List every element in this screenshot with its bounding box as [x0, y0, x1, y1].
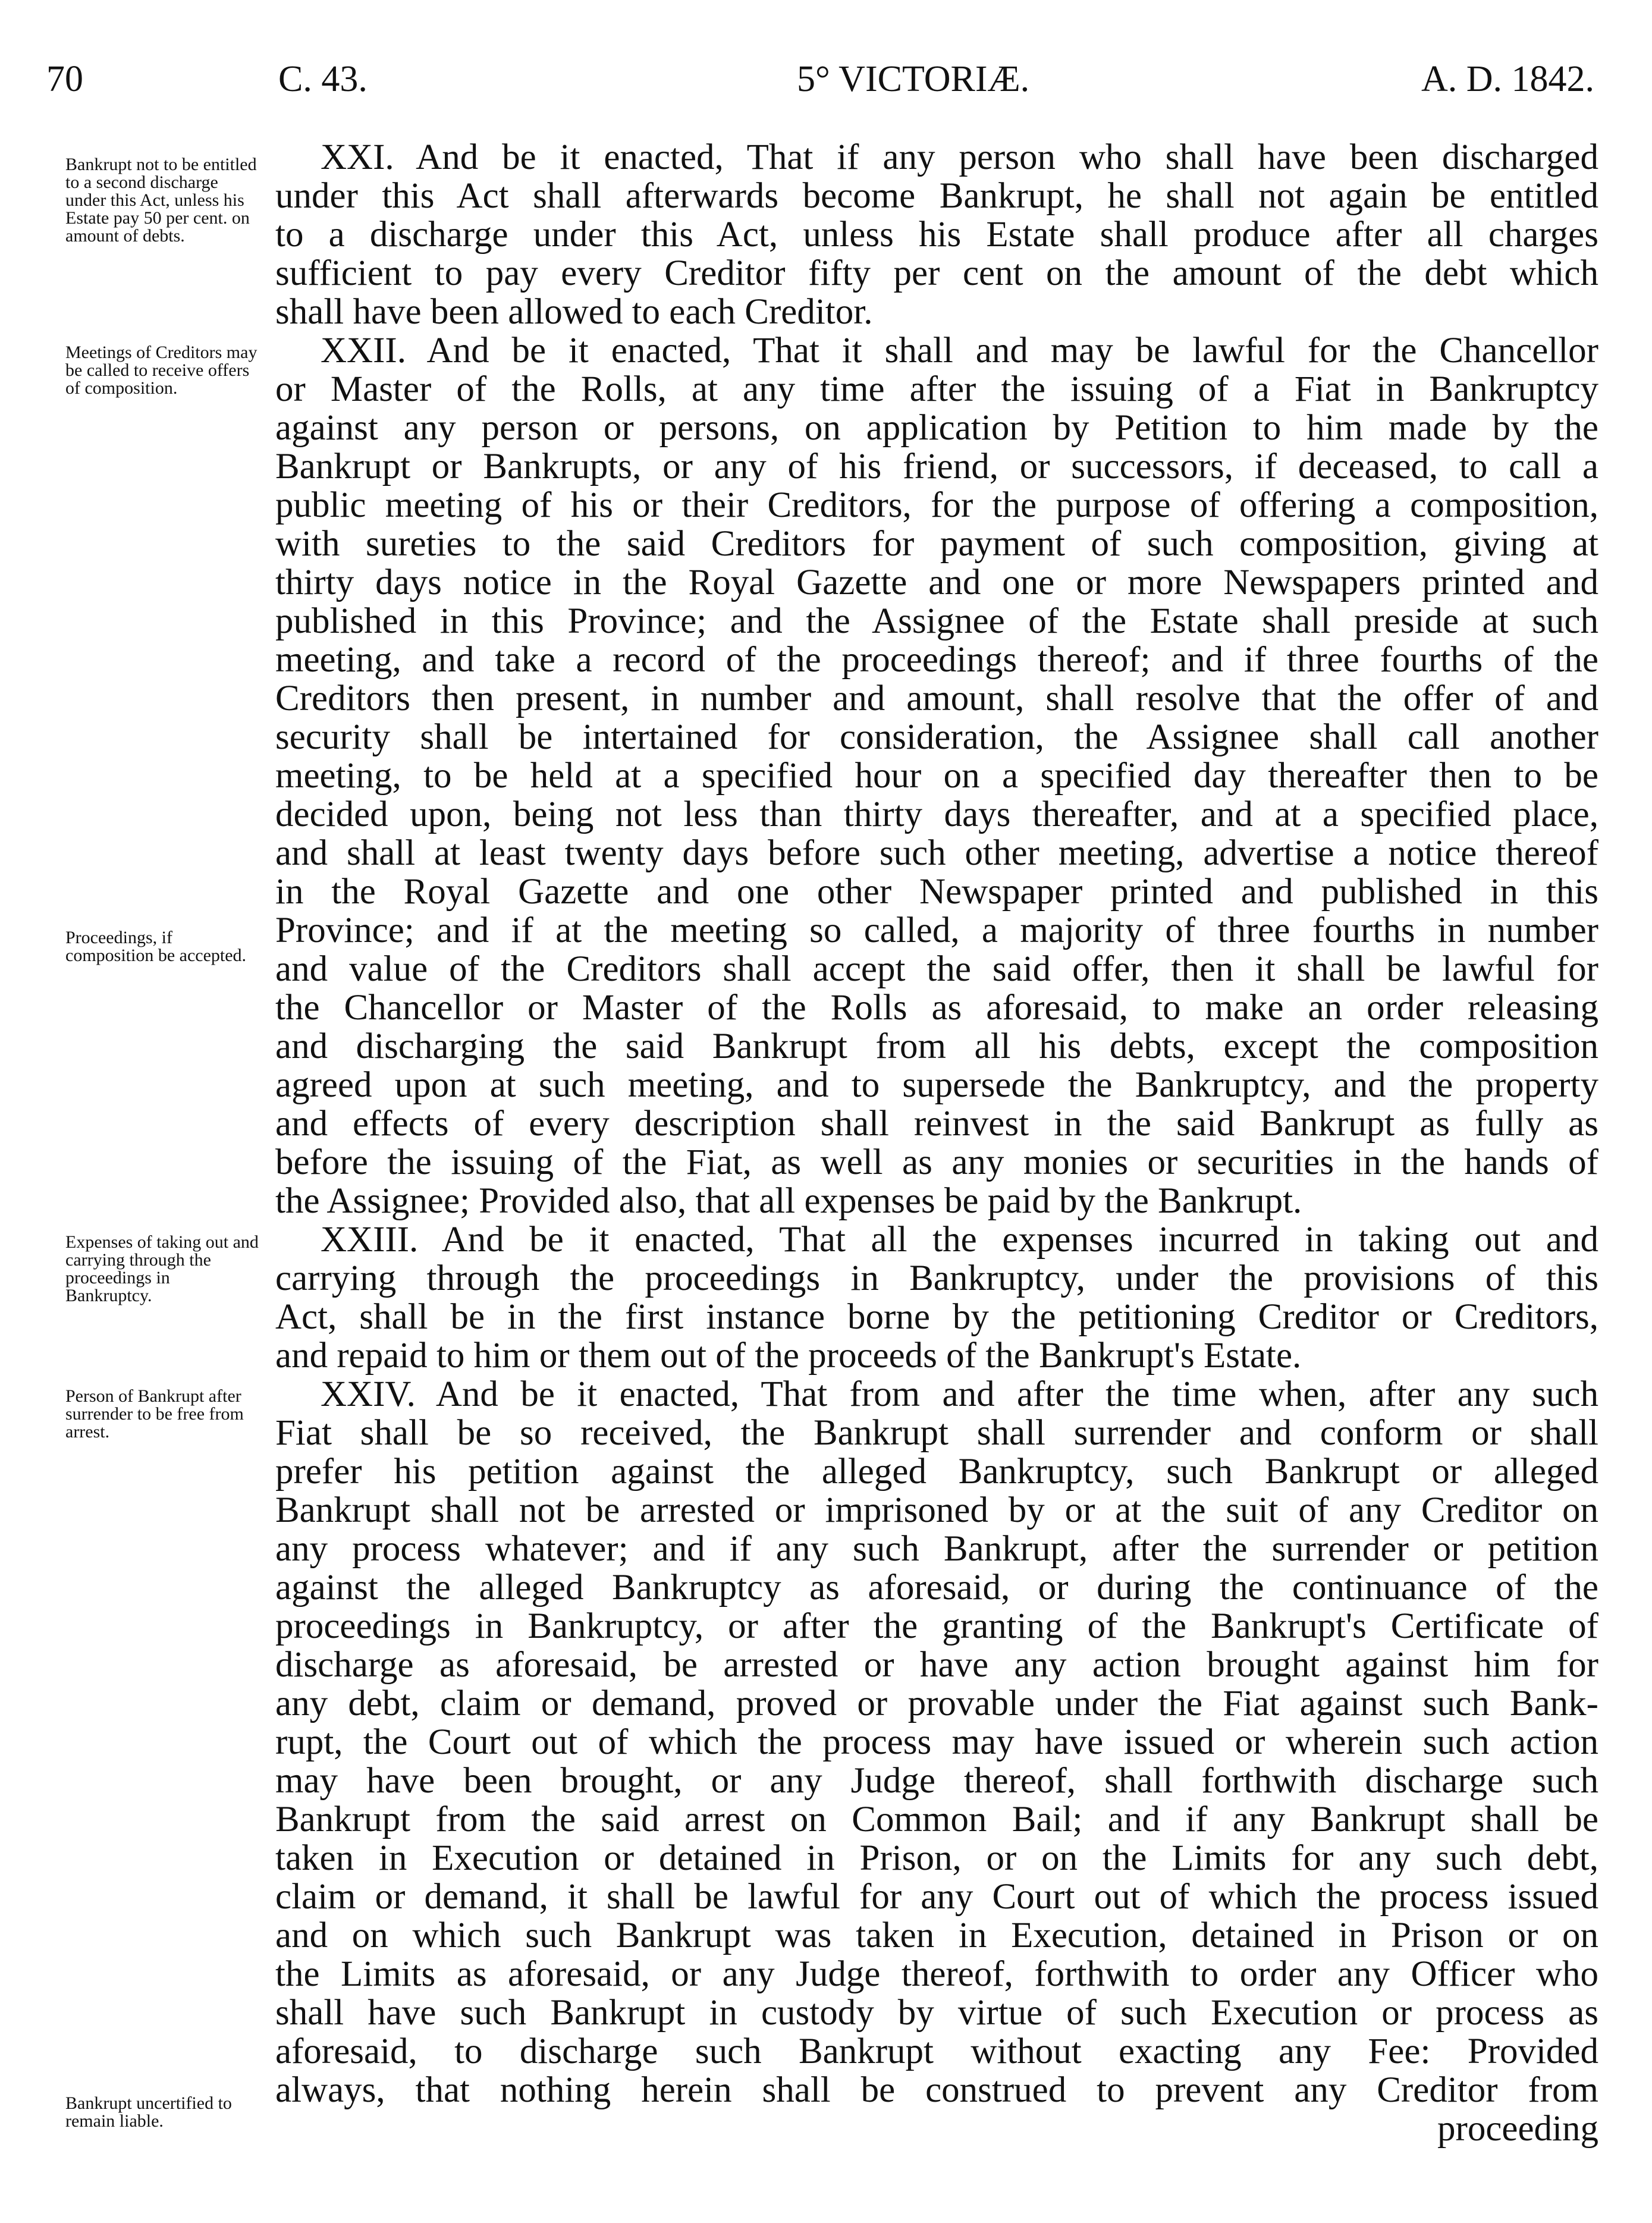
body-line: the Assignee; Provided also, that all expenses be paid by the Bankrupt. [275, 1181, 1302, 1221]
body-line: and shall at least twenty days before such other meeting, advertise a notice thereof [275, 833, 1598, 873]
body-line: or Master of the Rolls, at any time after the issuing of a Fiat in Bankruptcy [275, 369, 1598, 409]
body-line: may have been brought, or any Judge thereof, shall forthwith discharge such [275, 1761, 1598, 1801]
body-line: rupt, the Court out of which the process may have issued or wherein such action [275, 1722, 1598, 1762]
body-line: agreed upon at such meeting, and to supersede the Bankruptcy, and the property [275, 1065, 1598, 1105]
marginal-note-meetings-composition: Meetings of Creditors may be called to receive offers of composition. [65, 343, 257, 398]
body-line: always, that nothing herein shall be construed to prevent any Creditor from [275, 2070, 1598, 2110]
body-line: Fiat shall be so received, the Bankrupt shall surrender and conform or shall [275, 1413, 1598, 1453]
body-line: discharge as aforesaid, be arrested or have any action brought against him for [275, 1645, 1598, 1685]
body-line: Bankrupt shall not be arrested or imprisoned by or at the suit of any Creditor on [275, 1490, 1598, 1530]
body-line: and repaid to him or them out of the proceeds of the Bankrupt's Estate. [275, 1336, 1302, 1376]
body-line: and effects of every description shall reinvest in the said Bankrupt as fully as [275, 1104, 1598, 1144]
body-line: security shall be intertained for consideration, the Assignee shall call another [275, 717, 1598, 757]
body-line: Province; and if at the meeting so called, a majority of three fourths in number [275, 910, 1598, 950]
body-line: XXII. And be it enacted, That it shall and may be lawful for the Chancellor [321, 331, 1598, 370]
body-line: Creditors then present, in number and amount, shall resolve that the offer of and [275, 679, 1598, 718]
body-line: sufficient to pay every Creditor fifty per cent on the amount of the debt which [275, 253, 1598, 293]
body-line: the Limits as aforesaid, or any Judge thereof, forthwith to order any Officer who [275, 1954, 1598, 1994]
marginal-note-expenses: Expenses of taking out and carrying through the proceedings in Bankruptcy. [65, 1232, 259, 1305]
page-number: 70 [46, 59, 83, 99]
body-line: with sureties to the said Creditors for payment of such composition, giving at [275, 524, 1598, 564]
body-line: thirty days notice in the Royal Gazette and one or more Newspapers printed and [275, 563, 1598, 602]
body-line: any process whatever; and if any such Bankrupt, after the surrender or petition [275, 1529, 1598, 1569]
body-line: aforesaid, to discharge such Bankrupt without exacting any Fee: Provided [275, 2032, 1598, 2071]
body-line: XXI. And be it enacted, That if any person who shall have been discharged [321, 137, 1598, 177]
marginal-note-second-discharge: Bankrupt not to be entitled to a second discharge under this Act, unless his Estate pay 50 per cent. on amount of debts. [65, 155, 257, 246]
body-line: Act, shall be in the first instance borne by the petitioning Creditor or Creditors, [275, 1297, 1598, 1337]
body-line: against any person or persons, on application by Petition to him made by the [275, 408, 1598, 448]
chapter-number: C. 43. [278, 59, 368, 99]
marginal-note-uncertified-liable: Bankrupt uncertified to remain liable. [65, 2093, 232, 2131]
body-line: under this Act shall afterwards become Bankrupt, he shall not again be entitled [275, 176, 1598, 216]
catchword: proceeding [1437, 2109, 1598, 2149]
body-line: taken in Execution or detained in Prison, or on the Limits for any such debt, [275, 1838, 1598, 1878]
regnal-year: 5° VICTORIÆ. [797, 59, 1030, 99]
body-line: Bankrupt or Bankrupts, or any of his friend, or successors, if deceased, to call a [275, 447, 1598, 486]
body-line: before the issuing of the Fiat, as well as any monies or securities in the hands of [275, 1142, 1598, 1182]
body-line: and value of the Creditors shall accept the said offer, then it shall be lawful for [275, 949, 1598, 989]
body-line: Bankrupt from the said arrest on Common Bail; and if any Bankrupt shall be [275, 1800, 1598, 1839]
body-line: the Chancellor or Master of the Rolls as aforesaid, to make an order releasing [275, 988, 1598, 1028]
body-line: against the alleged Bankruptcy as aforesaid, or during the continuance of the [275, 1568, 1598, 1607]
body-line: XXIV. And be it enacted, That from and after the time when, after any such [321, 1374, 1598, 1414]
body-line: published in this Province; and the Assignee of the Estate shall preside at such [275, 601, 1598, 641]
body-line: XXIII. And be it enacted, That all the expenses incurred in taking out and [321, 1220, 1598, 1260]
year: A. D. 1842. [1421, 59, 1595, 99]
body-line: to a discharge under this Act, unless his Estate shall produce after all charges [275, 215, 1598, 255]
body-line: decided upon, being not less than thirty days thereafter, and at a specified place, [275, 795, 1598, 834]
body-line: and on which such Bankrupt was taken in Execution, detained in Prison or on [275, 1916, 1598, 1955]
body-line: shall have such Bankrupt in custody by virtue of such Execution or process as [275, 1993, 1598, 2033]
body-line: public meeting of his or their Creditors, for the purpose of offering a composition, [275, 485, 1598, 525]
marginal-note-proceedings-accepted: Proceedings, if composition be accepted. [65, 928, 247, 965]
body-line: any debt, claim or demand, proved or provable under the Fiat against such Bank- [275, 1684, 1598, 1723]
body-line: in the Royal Gazette and one other Newspaper printed and published in this [275, 872, 1598, 912]
body-line: prefer his petition against the alleged Bankruptcy, such Bankrupt or alleged [275, 1452, 1598, 1492]
body-line: meeting, and take a record of the proceedings thereof; and if three fourths of the [275, 640, 1598, 680]
body-line: shall have been allowed to each Creditor. [275, 292, 873, 332]
body-line: proceedings in Bankruptcy, or after the granting of the Bankrupt's Certificate of [275, 1606, 1598, 1646]
marginal-note-free-from-arrest: Person of Bankrupt after surrender to be free from arrest. [65, 1386, 244, 1442]
body-line: and discharging the said Bankrupt from all his debts, except the composition [275, 1026, 1598, 1066]
body-line: claim or demand, it shall be lawful for any Court out of which the process issued [275, 1877, 1598, 1917]
running-header [0, 58, 1652, 112]
body-line: meeting, to be held at a specified hour on a specified day thereafter then to be [275, 756, 1598, 796]
body-line: carrying through the proceedings in Bankruptcy, under the provisions of this [275, 1258, 1598, 1298]
